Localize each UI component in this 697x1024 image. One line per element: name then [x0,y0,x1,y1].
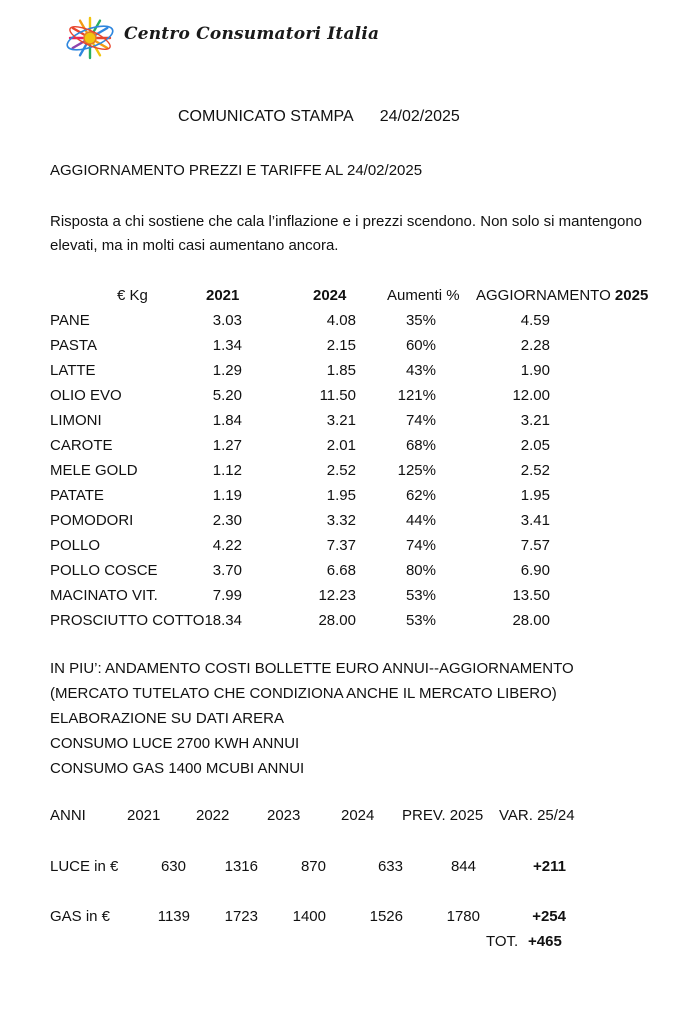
price-2021: 18.34 [204,612,242,629]
price-2025: 3.21 [520,412,550,429]
price-2024: 3.21 [326,412,356,429]
gas-prev-2025: 1780 [446,908,480,925]
note-line: (MERCATO TUTELATO CHE CONDIZIONA ANCHE IL MERCATO LIBERO) [50,685,557,702]
logo-icon [62,16,118,60]
price-2025: 13.50 [512,587,550,604]
price-2025: 2.52 [520,462,550,479]
luce-var: +211 [533,858,566,875]
bills-header-2022: 2022 [196,807,230,824]
brand-name: Centro Consumatori Italia [124,24,380,44]
luce-2021: 630 [160,858,186,875]
table-row [0,312,697,337]
header-update-year: 2025 [614,287,649,304]
header-update-label: AGGIORNAMENTO [476,287,611,304]
press-release-label: COMUNICATO STAMPA [178,108,354,125]
bills-header-prev-2025: PREV. 2025 [402,807,484,824]
price-2021: 1.19 [212,487,242,504]
price-2024: 6.68 [326,562,356,579]
header-2024: 2024 [313,287,347,304]
price-2021: 3.70 [212,562,242,579]
gas-var: +254 [532,908,566,925]
price-2025: 2.28 [520,337,550,354]
luce-prev-2025: 844 [450,858,476,875]
table-row [0,537,697,562]
header-2021: 2021 [206,287,240,304]
increase-percent: 53% [405,587,436,604]
price-2025: 28.00 [512,612,550,629]
table-row [0,462,697,487]
increase-percent: 121% [397,387,436,404]
increase-percent: 60% [405,337,436,354]
price-table-body [0,312,697,637]
price-2025: 7.57 [520,537,550,554]
product-name: POMODORI [50,512,134,529]
price-2021: 4.22 [212,537,242,554]
price-2021: 1.84 [212,412,242,429]
press-release-title [178,108,460,126]
product-name: LATTE [50,362,96,379]
table-row [0,512,697,537]
gas-2023: 1400 [292,908,326,925]
product-name: PASTA [50,337,97,354]
bills-header-2023: 2023 [267,807,301,824]
table-row [0,437,697,462]
table-row [0,337,697,362]
price-2024: 4.08 [326,312,356,329]
product-name: MELE GOLD [50,462,138,479]
table-row [0,587,697,612]
product-name: CAROTE [50,437,113,454]
increase-percent: 43% [405,362,436,379]
price-2025: 6.90 [520,562,550,579]
bills-header-2024: 2024 [341,807,375,824]
price-2024: 7.37 [326,537,356,554]
note-line: ELABORAZIONE SU DATI ARERA [50,710,284,727]
increase-percent: 74% [405,412,436,429]
note-line: IN PIU’: ANDAMENTO COSTI BOLLETTE EURO ANNUI--AGGIORNAMENTO [50,660,574,677]
price-2024: 2.01 [326,437,356,454]
increase-percent: 44% [405,512,436,529]
note-line: CONSUMO GAS 1400 MCUBI ANNUI [50,760,305,777]
gas-2024: 1526 [369,908,403,925]
price-2024: 1.95 [326,487,356,504]
table-row [0,387,697,412]
price-2025: 2.05 [520,437,550,454]
gas-2021: 1139 [157,908,190,925]
subtitle: AGGIORNAMENTO PREZZI E TARIFFE AL 24/02/2025 [50,162,423,179]
increase-percent: 125% [397,462,436,479]
table-row [0,562,697,587]
price-2021: 1.34 [212,337,242,354]
header-unit: € Kg [117,287,148,304]
price-2021: 5.20 [212,387,242,404]
product-name: LIMONI [50,412,102,429]
product-name: PROSCIUTTO COTTO [50,612,205,629]
price-2025: 4.59 [520,312,550,329]
increase-percent: 74% [405,537,436,554]
product-name: OLIO EVO [50,387,122,404]
product-name: PANE [50,312,90,329]
price-2024: 2.15 [326,337,356,354]
table-row [0,412,697,437]
price-2021: 3.03 [212,312,242,329]
table-row [0,612,697,637]
press-release-date: 24/02/2025 [379,108,460,125]
price-2024: 2.52 [326,462,356,479]
note-line: CONSUMO LUCE 2700 KWH ANNUI [50,735,300,752]
luce-2023: 870 [300,858,326,875]
table-row [0,487,697,512]
gas-label: GAS in € [50,908,111,925]
notes-block [50,656,574,781]
increase-percent: 53% [405,612,436,629]
bills-header-var: VAR. 25/24 [499,807,575,824]
price-2021: 2.30 [212,512,242,529]
luce-label: LUCE in € [50,858,119,875]
price-2025: 1.95 [520,487,550,504]
price-2021: 1.27 [212,437,242,454]
product-name: PATATE [50,487,104,504]
product-name: POLLO [50,537,101,554]
price-2021: 1.29 [212,362,242,379]
header-update [476,287,648,304]
total-value: +465 [528,933,562,950]
gas-2022: 1723 [224,908,258,925]
header-increase: Aumenti % [387,287,460,304]
increase-percent: 68% [405,437,436,454]
bills-header-anni: ANNI [50,807,86,824]
price-2025: 1.90 [520,362,550,379]
price-2024: 12.23 [318,587,356,604]
increase-percent: 80% [405,562,436,579]
luce-2022: 1316 [224,858,258,875]
price-2024: 11.50 [319,387,356,404]
price-2021: 1.12 [212,462,242,479]
total-label: TOT. [486,933,519,950]
luce-2024: 633 [377,858,403,875]
product-name: POLLO COSCE [50,562,158,579]
price-2024: 1.85 [326,362,356,379]
price-2024: 3.32 [326,512,356,529]
intro-paragraph: Risposta a chi sostiene che cala l’inflazione e i prezzi scendono. Non solo si mantengono elevati, ma in molti casi aumentano ancora. [50,213,643,254]
price-2021: 7.99 [212,587,242,604]
price-2024: 28.00 [318,612,356,629]
increase-percent: 62% [405,487,436,504]
bills-header-2021: 2021 [127,807,161,824]
product-name: MACINATO VIT. [50,587,158,604]
price-table-header [0,287,697,309]
table-row [0,362,697,387]
price-2025: 12.00 [512,387,550,404]
increase-percent: 35% [405,312,436,329]
price-2025: 3.41 [520,512,550,529]
